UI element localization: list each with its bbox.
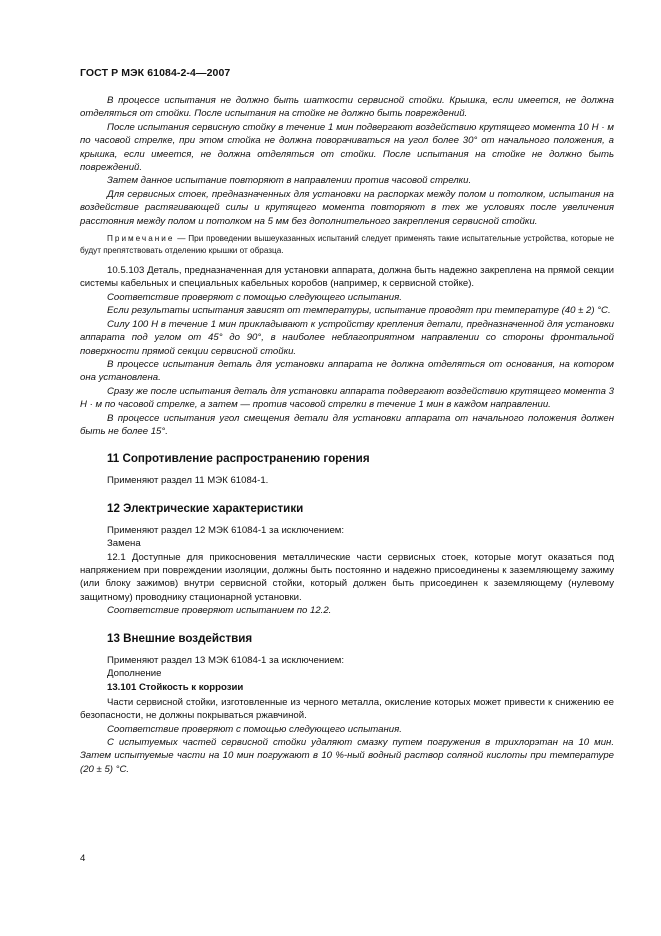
paragraph: В процессе испытания не должно быть шаткости сервисной стойки. Крышка, если имеется, не должна отделяться от стойки. После испытания на стойке не должно быть повреждений. <box>80 95 614 120</box>
paragraph: В процессе испытания деталь для установки аппарата не должна отделяться от основания, на котором она установлена. <box>80 358 614 384</box>
section-12-check: Соответствие проверяют испытанием по 12.2. <box>107 605 332 617</box>
page-number: 4 <box>80 853 86 864</box>
document-body <box>80 94 614 776</box>
section-12-title: 12 Электрические характеристики <box>107 501 304 515</box>
section-13-check: Соответствие проверяют с помощью следующего испытания. <box>107 723 402 735</box>
paragraph: Затем данное испытание повторяют в направлении против часовой стрелки. <box>107 175 472 187</box>
subsection-13-101-title: 13.101 Стойкость к коррозии <box>107 682 244 694</box>
section-12-change: Замена <box>107 538 141 550</box>
section-11-text: Применяют раздел 11 МЭК 61084-1. <box>107 475 269 487</box>
section-12-intro: Применяют раздел 12 МЭК 61084-1 за исключением: <box>107 524 345 536</box>
section-13-text: Части сервисной стойки, изготовленные из черного металла, окисление которых может привести к снижению ее безопасности, не должны покрываться ржавчиной. <box>80 696 614 722</box>
document-header: ГОСТ Р МЭК 61084-2-4—2007 <box>80 67 231 79</box>
clause-10-5-103: 10.5.103 Деталь, предназначенная для установки аппарата, должна быть надежно закреплена на прямой секции системы кабельных и специальных кабельных коробов (например, к сервисной стойке). <box>80 265 614 290</box>
note-label: Примечание <box>107 234 175 244</box>
section-13-intro: Применяют раздел 13 МЭК 61084-1 за исключением: <box>107 654 345 666</box>
paragraph: В процессе испытания угол смещения детали для установки аппарата от начального положения должен быть не более 15°. <box>80 412 614 437</box>
paragraph: Сразу же после испытания деталь для установки аппарата подвергают воздействию крутящего момента 3 Н · м по часовой стрелке, а затем — против часовой стрелки в течение 1 мин в каждом направлении. <box>80 385 614 411</box>
clause-12-1: 12.1 Доступные для прикосновения металлические части сервисных стоек, которые могут оказаться под напряжением при повреждении изоляции, должны быть постоянно и надежно присоединены к заземляющему зажиму (или блоку зажимов) внутри сервисной стойки, который должен быть присоединен к заземляющему (нулевому защитному) проводнику стационарной установки. <box>80 551 614 603</box>
note-text: — При проведении вышеуказанных испытаний следует применять такие испытательные устройства, которые не будут препятствовать отделению крышки от образца. <box>80 234 614 256</box>
paragraph: Соответствие проверяют с помощью следующего испытания. <box>107 291 402 303</box>
paragraph: Если результаты испытания зависят от температуры, испытание проводят при температуре (40 ± 2) °С. <box>107 305 611 317</box>
section-13-title: 13 Внешние воздействия <box>107 631 253 645</box>
section-11-title: 11 Сопротивление распространению горения <box>107 452 370 466</box>
paragraph: После испытания сервисную стойку в течение 1 мин подвергают воздействию крутящего момента 10 Н · м по часовой стрелке, при этом стойка не должна поворачиваться на угол более 30° от начального положения, а крышка, если имеется, не должна отделяться от стойки. После испытания на стойке не должно быть повреждений. <box>80 121 614 174</box>
note-paragraph <box>80 233 614 257</box>
paragraph: Для сервисных стоек, предназначенных для установки на распорках между полом и потолком, испытания на воздействие растягивающей силы и крутящего момента повторяют в тех же условиях после увеличения расстояния между полом и потолком на 5 мм без дополнительного закрепления сервисной стойки. <box>80 188 614 227</box>
section-13-test: С испытуемых частей сервисной стойки удаляют смазку путем погружения в трихлорэтан на 10 мин. Затем испытуемые части на 10 мин погружают в 10 %-ный водный раствор соляной кислоты при температуре (20 ± 5) °С. <box>80 737 614 775</box>
section-13-change: Дополнение <box>107 668 162 679</box>
paragraph: Силу 100 Н в течение 1 мин прикладывают к устройству крепления детали, предназначенной для установки аппарата под углом от 45° до 90°, в наиболее неблагоприятном направлении со стороны фронтальной поверхности прямой секции сервисной стойки. <box>80 318 614 357</box>
